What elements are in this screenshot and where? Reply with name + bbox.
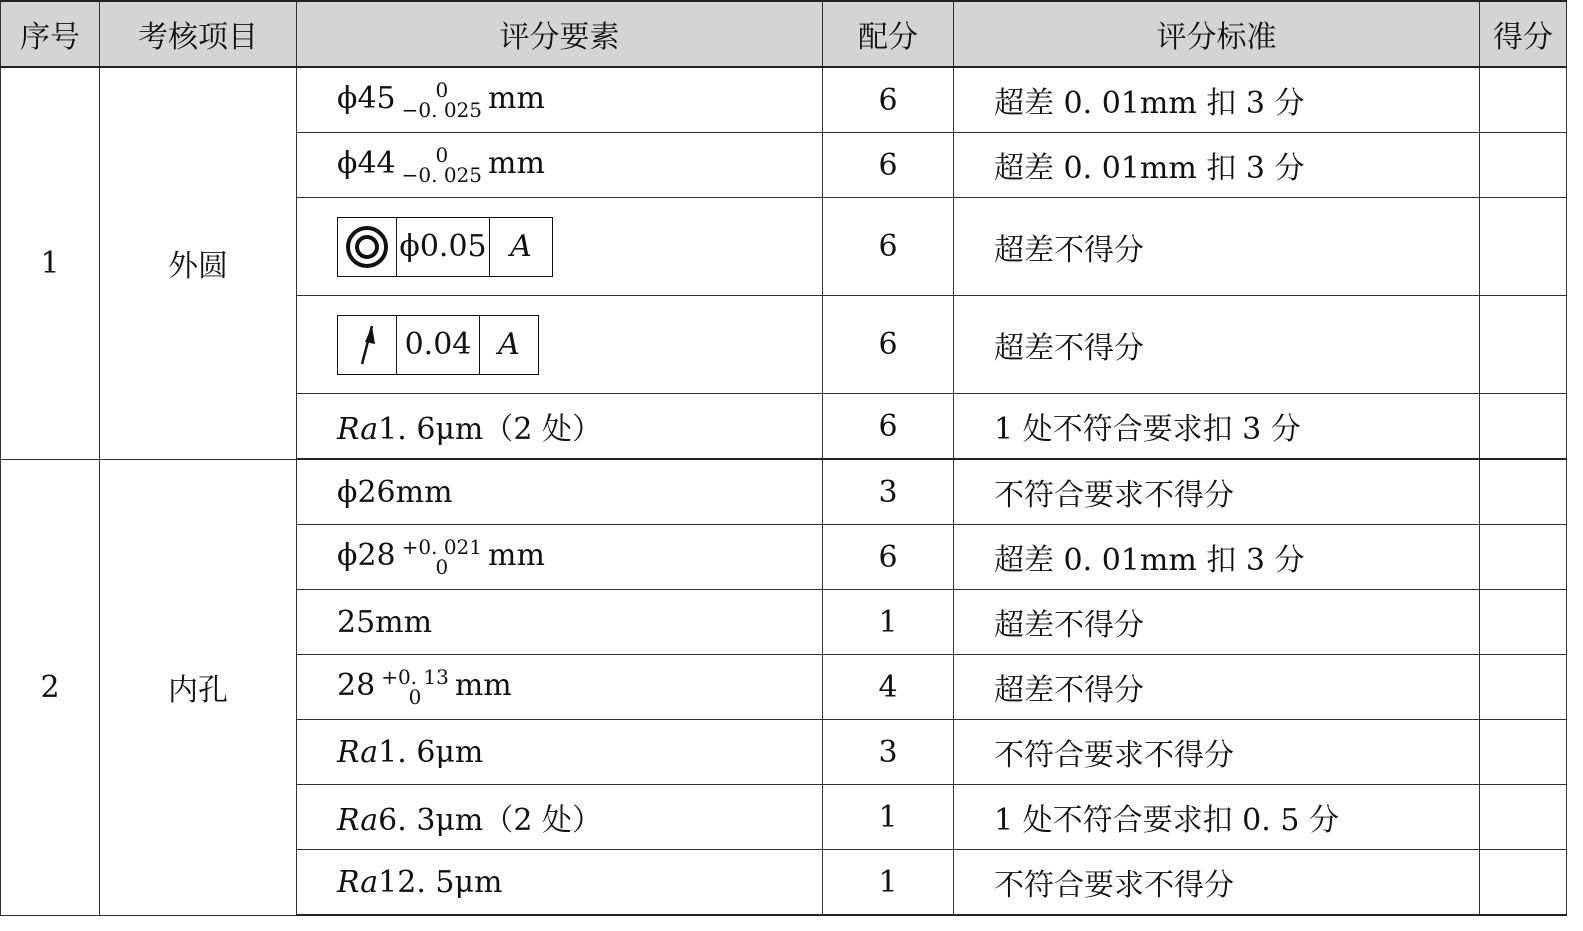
standard-cell: 超差不得分 [954,296,1480,394]
dimension-nominal: ϕ45 [337,81,396,116]
score-cell[interactable] [1480,525,1567,590]
table-row [1,459,1567,525]
tolerance-lower: −0. 025 [401,98,482,122]
tolerance-upper: +0. 021 [401,535,482,559]
fcf-tolerance: 0.04 [397,316,480,374]
circular-runout-icon [338,316,397,374]
standard-cell: 超差 0. 01mm 扣 3 分 [954,525,1480,590]
score-cell[interactable] [1480,720,1567,785]
score-cell[interactable] [1480,296,1567,394]
fcf-tolerance: ϕ0.05 [397,218,490,276]
concentricity-icon [338,218,397,276]
feature-control-frame [337,217,553,277]
requirement-cell [297,850,823,916]
requirement-cell [297,785,823,850]
standard-cell: 超差不得分 [954,590,1480,655]
requirement-cell [297,67,823,133]
score-cell[interactable] [1480,850,1567,916]
standard-cell: 1 处不符合要求扣 3 分 [954,394,1480,460]
header-row [1,1,1567,67]
requirement-cell [297,296,823,394]
dimension-unit: mm [488,81,545,116]
score-cell[interactable] [1480,394,1567,460]
header-score: 得分 [1480,1,1567,67]
requirement-cell [297,198,823,296]
requirement-cell [297,525,823,590]
tolerance-upper: +0. 13 [381,665,449,689]
standard-cell: 超差不得分 [954,655,1480,720]
points-cell: 6 [823,198,954,296]
tolerance-upper: 0 [435,143,449,167]
points-cell: 4 [823,655,954,720]
fcf-datum: A [510,229,532,264]
points-cell: 1 [823,850,954,916]
roughness-value: 1. 6μm（2 处） [378,412,602,447]
header-standard: 评分标准 [954,1,1480,67]
section-item: 外圆 [100,67,297,459]
requirement-cell [297,394,823,460]
requirement-cell: 25mm [297,590,823,655]
dimension-unit: mm [454,668,512,703]
score-cell[interactable] [1480,785,1567,850]
roughness-prefix: Ra [337,864,379,900]
requirement-cell [297,133,823,198]
fcf-datum: A [498,327,520,362]
dimension-unit: mm [488,146,545,181]
standard-cell: 不符合要求不得分 [954,459,1480,525]
points-cell: 1 [823,785,954,850]
tolerance-upper: 0 [435,78,449,102]
tolerance-lower: 0 [408,685,422,709]
points-cell: 6 [823,296,954,394]
points-cell: 6 [823,67,954,133]
roughness-prefix: Ra [337,803,379,838]
tolerance-lower: −0. 025 [401,163,482,187]
score-cell[interactable] [1480,67,1567,133]
roughness-value: 12. 5μm [378,864,503,900]
header-requirement: 评分要素 [297,1,823,67]
standard-cell: 1 处不符合要求扣 0. 5 分 [954,785,1480,850]
standard-cell: 超差不得分 [954,198,1480,296]
points-cell: 6 [823,525,954,590]
points-cell: 3 [823,720,954,785]
feature-control-frame [337,315,539,375]
section-seq: 2 [1,459,100,915]
tolerance-stack [402,145,482,185]
tolerance-stack [381,667,449,707]
tolerance-lower: 0 [435,555,449,579]
dimension-nominal: 28 [337,668,376,703]
section-seq: 1 [1,67,100,459]
roughness-value: 6. 3μm（2 处） [378,803,602,838]
points-cell: 1 [823,590,954,655]
dimension-nominal: ϕ28 [337,538,396,573]
header-points: 配分 [823,1,954,67]
score-cell[interactable] [1480,590,1567,655]
points-cell: 3 [823,459,954,525]
score-cell[interactable] [1480,459,1567,525]
dimension-nominal: ϕ44 [337,146,396,181]
requirement-cell [297,655,823,720]
requirement-cell: ϕ26mm [297,459,823,525]
dimension-unit: mm [488,538,545,573]
points-cell: 6 [823,133,954,198]
standard-cell: 超差 0. 01mm 扣 3 分 [954,133,1480,198]
standard-cell: 不符合要求不得分 [954,720,1480,785]
requirement-cell [297,720,823,785]
standard-cell: 超差 0. 01mm 扣 3 分 [954,67,1480,133]
score-cell[interactable] [1480,133,1567,198]
roughness-prefix: Ra [337,734,379,770]
roughness-value: 1. 6μm [378,734,484,770]
header-seq: 序号 [1,1,100,67]
points-cell: 6 [823,394,954,460]
score-cell[interactable] [1480,198,1567,296]
tolerance-stack [402,80,482,120]
roughness-prefix: Ra [337,412,379,447]
section-item: 内孔 [100,459,297,915]
tolerance-stack [402,537,482,577]
header-item: 考核项目 [100,1,297,67]
score-cell[interactable] [1480,655,1567,720]
standard-cell: 不符合要求不得分 [954,850,1480,916]
table-row [1,67,1567,133]
